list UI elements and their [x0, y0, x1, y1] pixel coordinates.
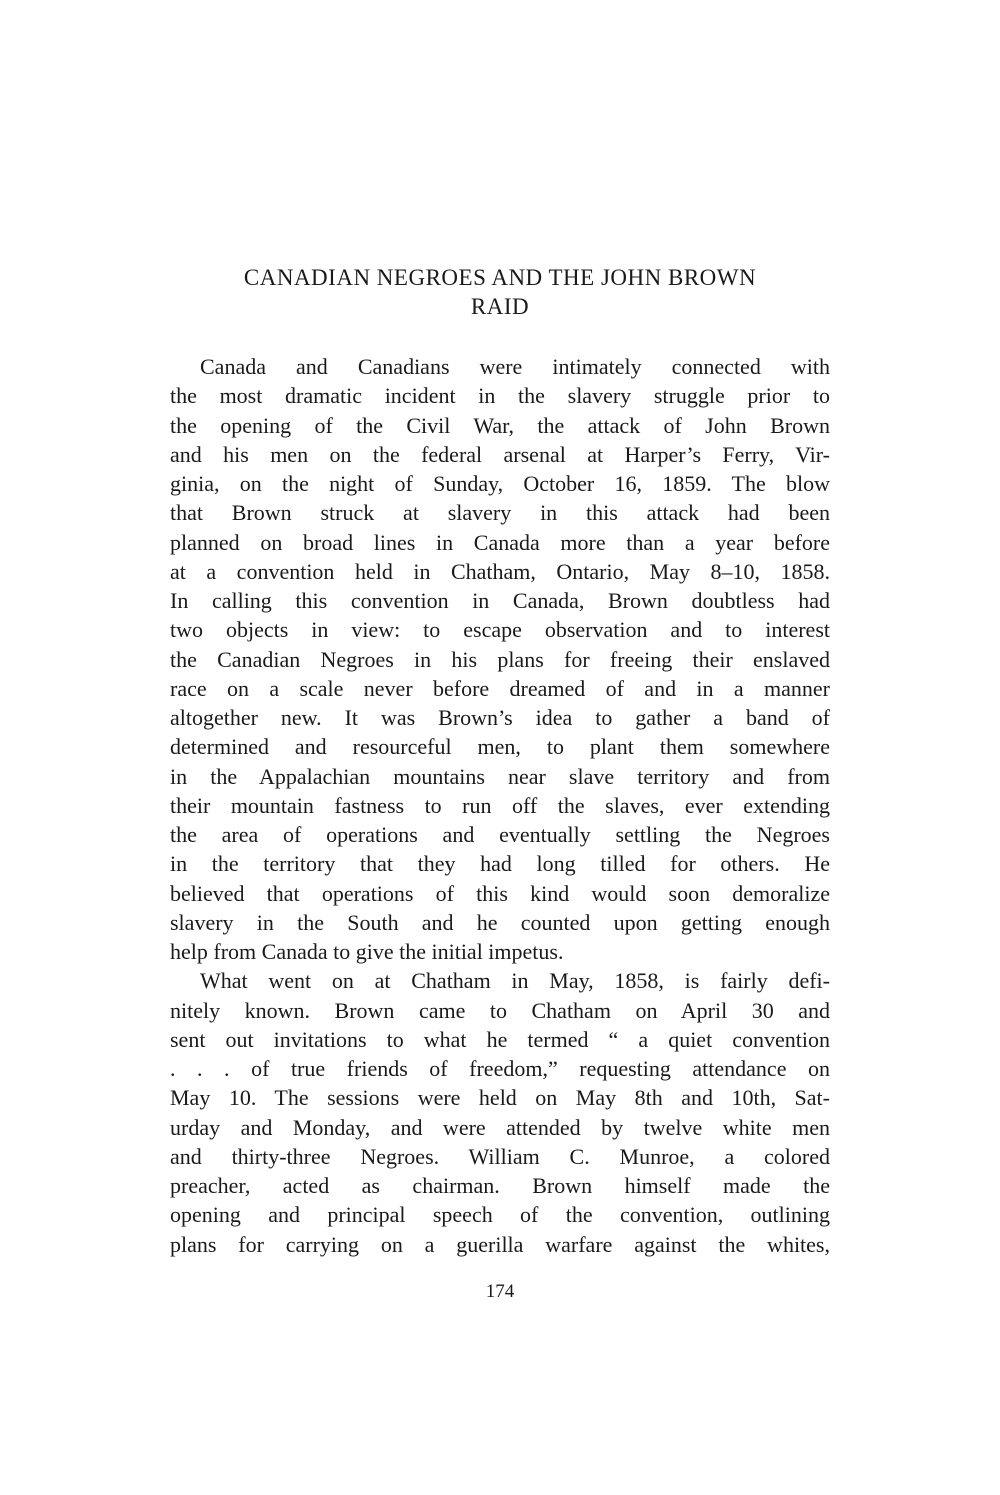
text-line: altogether new. It was Brown’s idea to gather a band of: [170, 705, 830, 730]
text-line: and thirty-three Negroes. William C. Munroe, a colored: [170, 1143, 830, 1169]
text-line: slavery in the South and he counted upon getting enough: [170, 909, 830, 935]
chapter-title-line-1: CANADIAN NEGROES AND THE JOHN BROWN: [243, 265, 757, 290]
text-line: nitely known. Brown came to Chatham on April 30 and: [170, 997, 830, 1023]
text-line: preacher, acted as chairman. Brown himself made the: [170, 1173, 830, 1198]
text-line: determined and resourceful men, to plant them somewhere: [170, 734, 830, 760]
text-line: In calling this convention in Canada, Brown doubtless had: [170, 588, 830, 613]
text-line: two objects in view: to escape observation and to interest: [170, 617, 830, 643]
text-line: sent out invitations to what he termed “ a quiet convention: [170, 1026, 830, 1052]
text-line: their mountain fastness to run off the slaves, ever extending: [170, 792, 830, 818]
text-line: help from Canada to give the initial impetus.: [170, 939, 564, 964]
page-number: 174: [485, 1281, 515, 1302]
paragraph-1: [170, 352, 830, 966]
text-line: urday and Monday, and were attended by twelve white men: [170, 1114, 830, 1140]
text-line: in the territory that they had long tilled for others. He: [170, 851, 830, 877]
text-line: the most dramatic incident in the slavery struggle prior to: [170, 383, 830, 409]
text-line: . . . of true friends of freedom,” requesting attendance on: [170, 1056, 830, 1081]
text-line: the Canadian Negroes in his plans for freeing their enslaved: [170, 646, 830, 672]
text-line: the opening of the Civil War, the attack of John Brown: [170, 412, 830, 438]
text-line: and his men on the federal arsenal at Harper’s Ferry, Vir-: [170, 441, 830, 467]
text-line: at a convention held in Chatham, Ontario, May 8–10, 1858.: [170, 558, 830, 584]
text-line: ginia, on the night of Sunday, October 16, 1859. The blow: [170, 471, 830, 496]
text-line: the area of operations and eventually settling the Negroes: [170, 822, 830, 847]
text-line: plans for carrying on a guerilla warfare against the whites,: [170, 1231, 830, 1257]
text-line: believed that operations of this kind would soon demoralize: [170, 880, 830, 906]
text-line: in the Appalachian mountains near slave territory and from: [170, 763, 830, 789]
body-text: [170, 352, 830, 1259]
chapter-title-line-2: RAID: [470, 294, 530, 319]
text-line: Canada and Canadians were intimately connected with: [200, 354, 830, 379]
text-line: planned on broad lines in Canada more than a year before: [170, 529, 830, 555]
text-line: May 10. The sessions were held on May 8th and 10th, Sat-: [170, 1085, 830, 1111]
text-line: race on a scale never before dreamed of and in a manner: [170, 675, 830, 701]
text-line: opening and principal speech of the convention, outlining: [170, 1202, 830, 1228]
chapter-title: [170, 263, 830, 321]
paragraph-2: [170, 966, 830, 1259]
text-line: that Brown struck at slavery in this attack had been: [170, 500, 830, 526]
text-line: What went on at Chatham in May, 1858, is fairly defi-: [200, 968, 830, 994]
